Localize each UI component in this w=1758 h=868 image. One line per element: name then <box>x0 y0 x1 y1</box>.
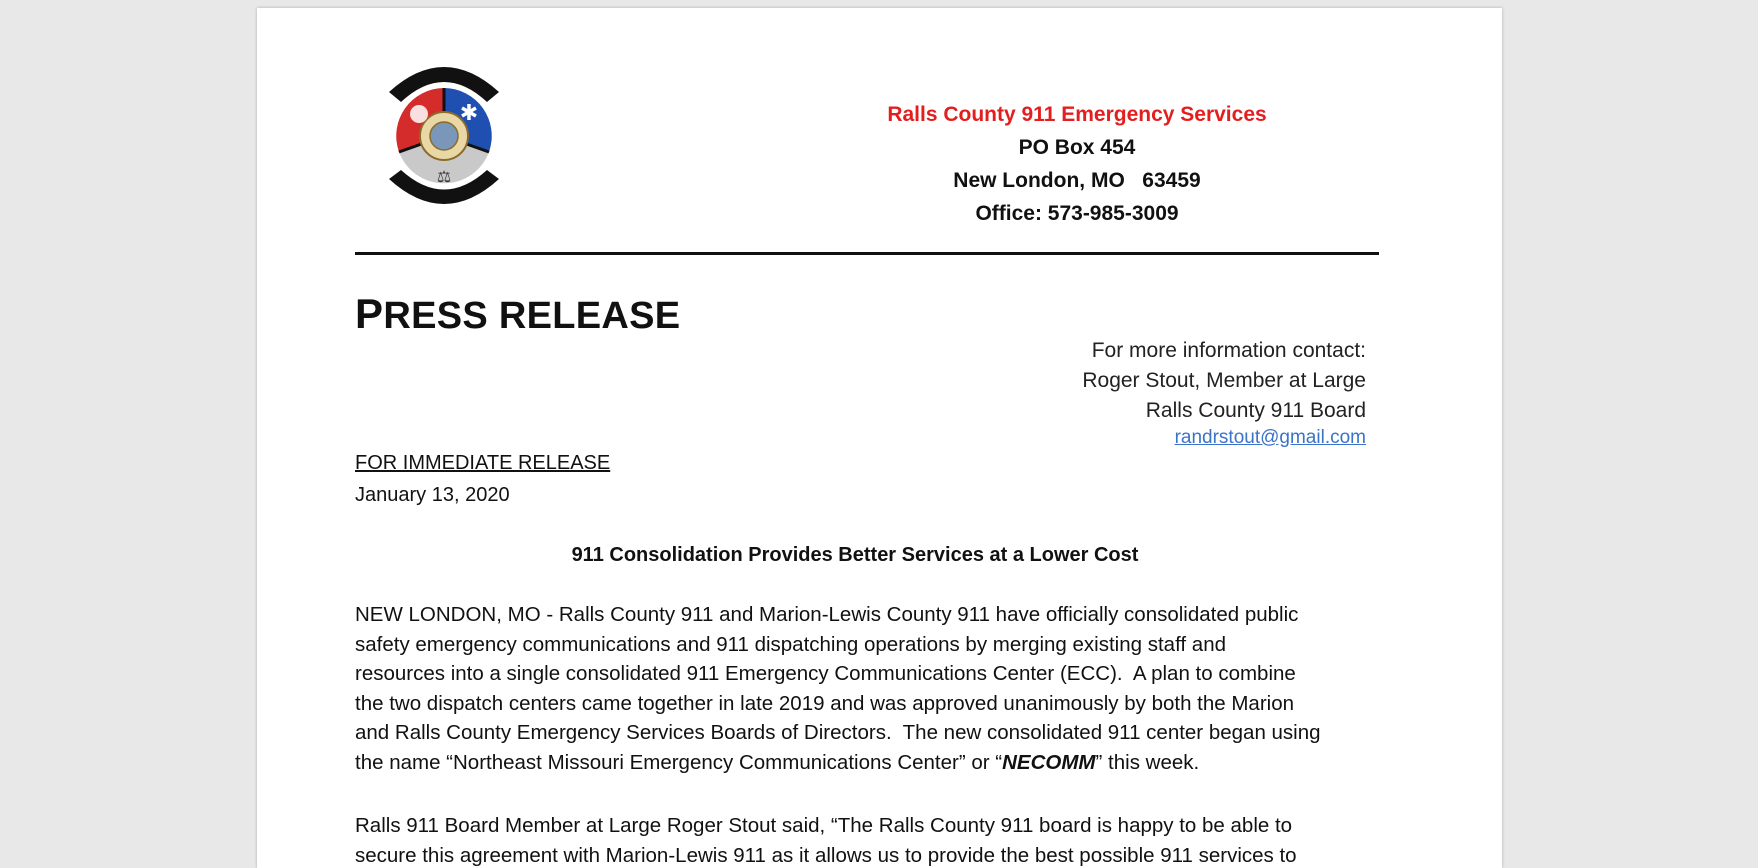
city-state-zip: New London, MO 63459 <box>827 164 1327 197</box>
paragraph-line-start: the name “Northeast Missouri Emergency Communications Center” or “ <box>355 751 1002 774</box>
svg-text:✱: ✱ <box>460 101 478 126</box>
title-rest: RESS RELEASE <box>383 295 680 337</box>
necomm-acronym: NECOMM <box>1002 751 1095 774</box>
svg-text:911 EMERGENCY SERVICES: 911 EMERGENCY SERVICES <box>401 191 487 213</box>
office-phone: Office: 573-985-3009 <box>827 197 1327 230</box>
body-paragraph-1 <box>355 600 1405 777</box>
header-divider <box>355 252 1379 255</box>
paragraph-line: safety emergency communications and 911 dispatching operations by merging existing staff and <box>355 630 1405 660</box>
paragraph-line <box>355 748 1405 778</box>
body-paragraph-2 <box>355 811 1405 868</box>
organization-name: Ralls County 911 Emergency Services <box>827 98 1327 131</box>
po-box: PO Box 454 <box>827 131 1327 164</box>
ralls-county-911-logo <box>379 44 509 216</box>
paragraph-line: secure this agreement with Marion-Lewis 911 as it allows us to provide the best possible 911 services to <box>355 841 1405 868</box>
paragraph-line: the two dispatch centers came together in late 2019 and was approved unanimously by both the Marion <box>355 689 1405 719</box>
contact-block <box>1082 336 1366 450</box>
svg-text:RALLS COUNTY: RALLS COUNTY <box>404 54 484 76</box>
contact-email-link[interactable]: randrstout@gmail.com <box>1082 426 1366 450</box>
contact-heading: For more information contact: <box>1082 336 1366 366</box>
press-headline: 911 Consolidation Provides Better Services at a Lower Cost <box>355 544 1355 567</box>
contact-name: Roger Stout, Member at Large <box>1082 366 1366 396</box>
paragraph-line: Ralls 911 Board Member at Large Roger Stout said, “The Ralls County 911 board is happy to be able to <box>355 811 1405 841</box>
letterhead-address-block <box>827 98 1327 230</box>
release-label: FOR IMMEDIATE RELEASE <box>355 452 610 475</box>
title-first-letter: P <box>355 290 383 337</box>
press-release-title <box>355 290 680 338</box>
paragraph-line: resources into a single consolidated 911 Emergency Communications Center (ECC). A plan to combine <box>355 659 1405 689</box>
paragraph-line: NEW LONDON, MO - Ralls County 911 and Marion-Lewis County 911 have officially consolidated public <box>355 600 1405 630</box>
release-date: January 13, 2020 <box>355 484 510 507</box>
paragraph-line-end: ” this week. <box>1096 751 1200 774</box>
contact-organization: Ralls County 911 Board <box>1082 396 1366 426</box>
paragraph-line: and Ralls County Emergency Services Boards of Directors. The new consolidated 911 center began using <box>355 718 1405 748</box>
document-page <box>257 8 1502 868</box>
svg-text:⚖: ⚖ <box>437 167 451 186</box>
